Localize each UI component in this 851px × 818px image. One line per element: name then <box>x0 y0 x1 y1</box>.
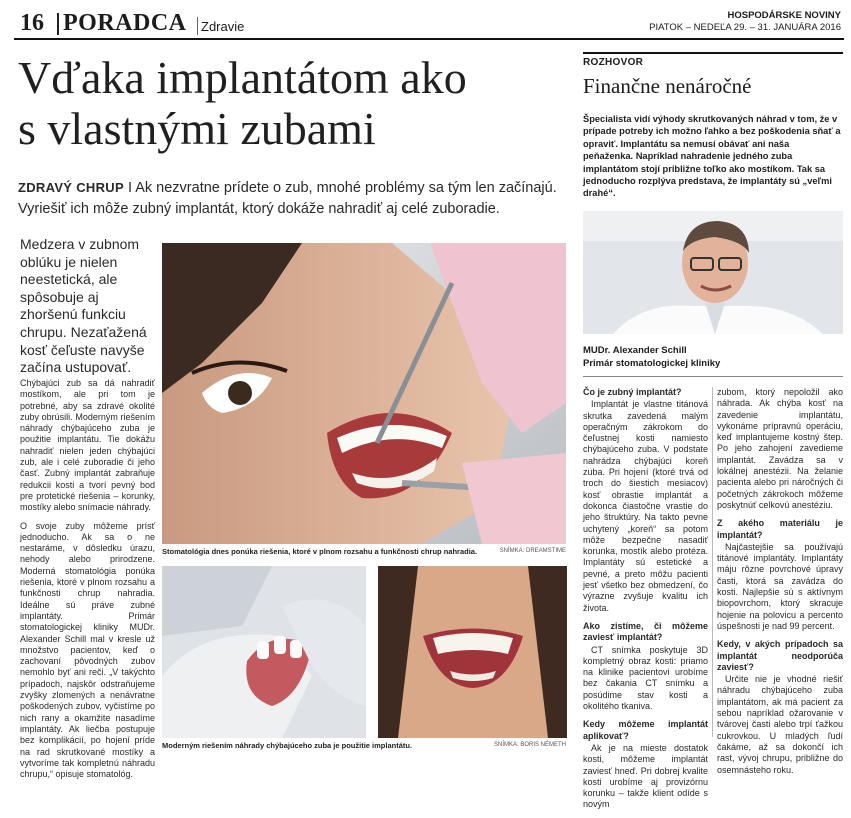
article-intro: Medzera v zubnom oblúku je nielen neestetická, ale spôsobuje aj zhoršenú funkciu chrupu. Nezaťažená kosť čeľuste navyše začína ustupovať. <box>20 236 147 376</box>
masthead-divider <box>57 13 59 35</box>
sidebar-separator <box>583 376 843 377</box>
page-number: 16 <box>20 10 44 36</box>
interview-answer: Určite nie je vhodné riešiť náhradu chýbajúceho zuba implantátom, ak má pacient za sebou napríklad ožarovanie v tvárovej časti alebo trpí ťažkou cukrovkou. U mladých ľudí čakáme, až sa dokončí ich rast, vývoj chrupu, približne do osemnásteho roku. <box>717 674 843 775</box>
main-caption-text: Stomatológia dnes ponúka riešenia, ktoré v plnom rozsahu a funkčnosti chrup nahradia. <box>162 547 478 556</box>
body-paragraph: O svoje zuby môžeme prísť jednoducho. Ak sa o ne nestaráme, v dôsledku úrazu, nehody alebo prirodzene. Moderná stomatológia ponúka riešenia, ktoré v plnom rozsahu a funkčnosti chrup nahradia. Ideálne sú práve zubné implantáty. Primár stomatologickej kliniky MUDr. Alexander Schill mal v kresle už množstvo pacientov, keď o zachovaní pôvodných zubov nemohlo byť ani reči. „V takýchto prípadoch, najskôr odstraňujeme zvyšky zlomených a nenávratne poškodených zubov, vyčistíme po nich rany a okamžite nasadíme implantáty. Ak liečba postupuje bez komplikácií, po hojení príde na rad skrutkované mostíky a vytvoríme tak kompletnú náhradu chrupu,“ opisuje stomatológ. <box>20 520 155 780</box>
section-title: PORADCA <box>63 10 187 36</box>
main-photo-credit: SNÍMKA: DREAMSTIME <box>499 548 566 554</box>
interview-answer: Implantát je vlastne titánová skrutka zavedená malým operačným zákrokom do čeľustnej kosti namiesto chýbajúceho zuba. V podstate nahrádza chýbajúci koreň zuba. Pri hojení (ktoré trvá od troch do šiestich mesiacov) kosť obrastie implantát a dokonca čiastočne vrastie do jeho štruktúry. Na takto pevne uchytený „koreň“ sa potom môže bezpečne nasadiť korunka, mostík alebo protéza. Implantáty sú estetické a pevné, a preto môžu pacienti jesť všetko bez obmedzení, čo výrazne zvyšuje kvalitu ich života. <box>583 399 708 613</box>
body-paragraph: Chýbajúci zub sa dá nahradiť mostíkom, ale pri tom je potrebné, aby sa zdravé okolité zuby obrúsili. Moderným riešením náhrady chýbajúceho zuba je použitie implantátu. Tie dokážu nahradiť nielen jeden chýbajúci zub, ale i celé zuboradie či jeho časť. Zubný implantát zabraňuje redukcii kosti a tvorí pevný bod pre protetické riešenia – korunky, mostíky alebo snímacie náhrady. <box>20 378 155 513</box>
person-title: Primár stomatologickej kliniky <box>583 357 721 369</box>
interview-question: Čo je zubný implantát? <box>583 387 682 397</box>
smile-illustration <box>378 566 567 738</box>
publication-name: HOSPODÁRSKE NOVINY <box>727 10 841 21</box>
small-caption-text: Moderným riešením náhrady chýbajúceho zuba je použitie implantátu. <box>162 741 413 750</box>
interview-column-1 <box>583 387 708 818</box>
implant-model-illustration <box>162 566 366 738</box>
headline-line-1: Vďaka implantátom ako <box>18 52 467 103</box>
interview-answer-continued: zubom, ktorý nepoložil ako náhrada. Ak chýba kosť na zavedenie implantátu, vykonáme prípravnú operáciu, keď implantujeme kostný štep. Po jeho zahojení zavedieme implantát. Zavádza sa v lokálnej anestézii. Na želanie pacienta alebo pri náročných či početných zákrokoch môžeme poskytnúť celkovú anestéziu. <box>717 387 843 510</box>
article-lead <box>18 177 563 220</box>
main-photo-dentist <box>162 243 566 544</box>
interview-answer: Ak je na mieste dostatok kosti, môžeme implantát zaviesť hneď. Pri dobrej kvalite kosti urobíme aj provizórnu korunku – takže klient odíde s novým <box>583 742 708 810</box>
body-column-1 <box>20 378 155 787</box>
main-photo-caption <box>162 547 492 556</box>
interview-question: Kedy môžeme implantát aplikovať? <box>583 719 708 741</box>
kicker-separator: I <box>123 180 136 196</box>
dental-exam-illustration <box>162 243 566 544</box>
small-photo-credit: SNÍMKA: BORIS NÉMETH <box>493 742 566 748</box>
sidebar-label: ROZHOVOR <box>583 57 644 68</box>
sidebar-rule <box>583 52 843 54</box>
column-rule <box>712 387 713 737</box>
article-kicker: ZDRAVÝ CHRUP <box>18 180 124 195</box>
photo-implant-model <box>162 566 366 738</box>
masthead-rule <box>14 38 844 40</box>
interview-answer: Najčastejšie sa používajú titánové implantáty. Implantáty máju rôzne povrchové úpravy časti, ktorá sa zavádza do kosti. Najlepšie sú s aktívnym biopovrchom, ktorý skracuje hojenie na polovicu a percento úspešnosti je nad 99 percent. <box>717 541 843 631</box>
person-name: MUDr. Alexander Schill <box>583 345 687 356</box>
interview-column-2 <box>717 387 843 783</box>
publication-date: PIATOK – NEDEĽA 29. – 31. JANUÁRA 2016 <box>649 22 841 33</box>
section-divider <box>197 17 198 35</box>
sidebar-lead: Špecialista vidí výhody skrutkovaných náhrad v tom, že v prípade potreby ich možno ľahko a bez poškodenia sňať a opraviť. Implantátu sa nemusí obávať ani naša peňaženka. Napríklad nahradenie jedného zuba implantátom stojí približne toľko ako mostíkom. Tak sa jednoducho rozplýva predstava, že implantáty sú „veľmi drahé“. <box>583 114 841 199</box>
person-caption <box>583 345 841 370</box>
interview-question: Kedy, v akých prípadoch sa implantát neodporúča zaviesť? <box>717 639 843 672</box>
interview-answer: CT snímka poskytuje 3D kompletný obraz kosti: priamo na klinike pacientovi urobíme bez čakania CT snímku a posúdime stav kosti a okolitého tkaniva. <box>583 644 708 712</box>
headline-line-2: s vlastnými zubami <box>18 103 376 154</box>
interview-question: Ako zistíme, či môžeme zaviesť implantát? <box>583 620 708 643</box>
interview-question: Z akého materiálu je implantát? <box>717 518 843 540</box>
photo-smile <box>378 566 567 738</box>
portrait-illustration <box>583 211 843 334</box>
article-headline <box>18 52 558 154</box>
portrait-photo <box>583 211 843 334</box>
subsection-title: Zdravie <box>201 19 245 34</box>
lead-text: Ak nezvratne prídete o zub, mnohé problémy sa tým len začínajú. Vyriešiť ich môže zubný implantát, ktorý dokáže nahradiť aj celé zuboradie. <box>18 180 557 217</box>
sidebar-headline: Finančne nenáročné <box>583 74 752 98</box>
small-photo-caption <box>162 741 492 750</box>
